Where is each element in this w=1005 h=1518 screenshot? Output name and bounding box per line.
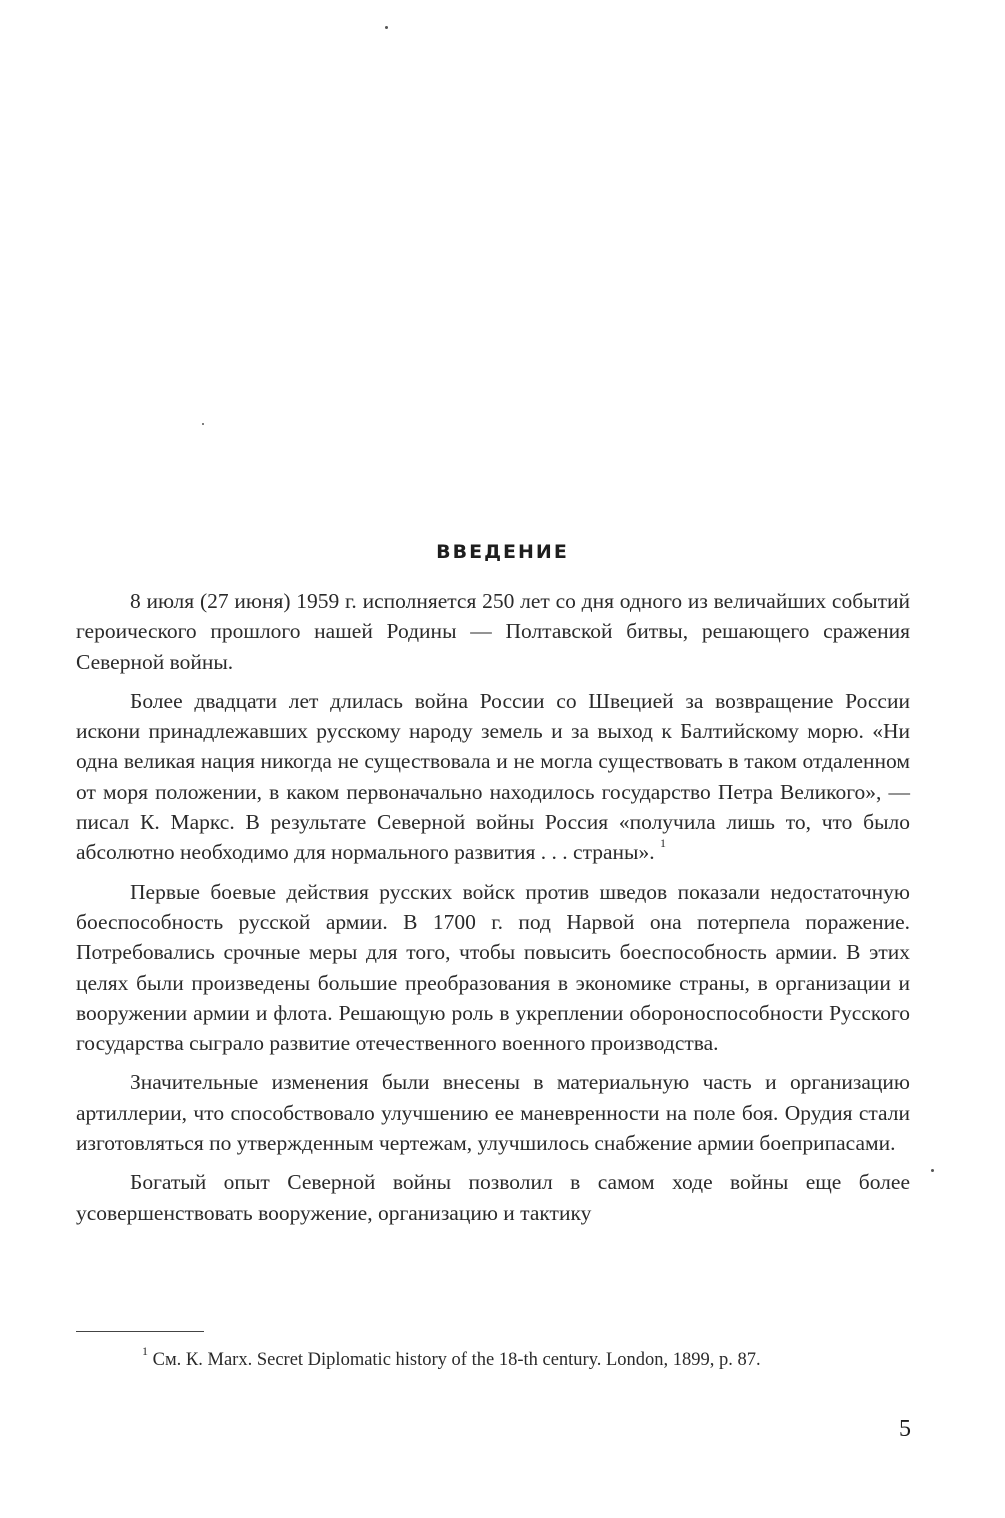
- paragraph-5: Богатый опыт Северной войны позволил в самом ходе войны еще более усовершенствовать вооружение, организацию и тактику: [76, 1170, 910, 1225]
- paragraph-2-text: Более двадцати лет длилась война России со Швецией за возвращение России искони принадлежавших русскому народу земель и за выход к Балтийскому морю. «Ни одна великая нация никогда не существовала и не могла существовать в таком отдаленном от моря положении, в каком первоначально находилось государство Петра Великого», — писал К. Маркс. В результате Северной войны Россия «получила лишь то, что было абсолютно необходимо для нормального развития . . . страны».: [76, 688, 910, 865]
- footnote: [76, 1345, 910, 1375]
- main-text: [76, 586, 910, 1237]
- paragraph-1: 8 июля (27 июня) 1959 г. исполняется 250 лет со дня одного из величайших событий героического прошлого нашей Родины — Полтавской битвы, решающего сражения Северной войны.: [76, 589, 910, 674]
- paragraph-2: [76, 686, 910, 868]
- footnote-reference[interactable]: 1: [660, 836, 666, 851]
- paragraph-4: Значительные изменения были внесены в материальную часть и организацию артиллерии, что способствовало улучшению ее маневренности на поле боя. Орудия стали изготовляться по утвержденным чертежам, улучшилось снабжение армии боеприпасами.: [76, 1070, 910, 1156]
- paragraph-3: Первые боевые действия русских войск против шведов показали недостаточную боеспособность русской армии. В 1700 г. под Нарвой она потерпела поражение. Потребовались срочные меры для того, чтобы повысить боеспособность армии. В этих целях были произведены большие преобразования в экономике страны, в организации и вооружении армии и флота. Решающую роль в укреплении обороноспособности Русского государства сыграло развитие отечественного военного производства.: [76, 879, 910, 1056]
- footnote-divider: [76, 1331, 204, 1332]
- page-number: 5: [899, 1416, 911, 1442]
- footnote-text: См. К. Marx. Secret Diplomatic history of the 18-th century. London, 1899, p. 87.: [152, 1350, 761, 1370]
- footnote-marker: 1: [142, 1344, 148, 1358]
- page-heading: ВВЕДЕНИЕ: [436, 541, 569, 563]
- scan-speck: [385, 26, 388, 29]
- scan-speck: [202, 423, 204, 425]
- scan-speck: [931, 1169, 934, 1172]
